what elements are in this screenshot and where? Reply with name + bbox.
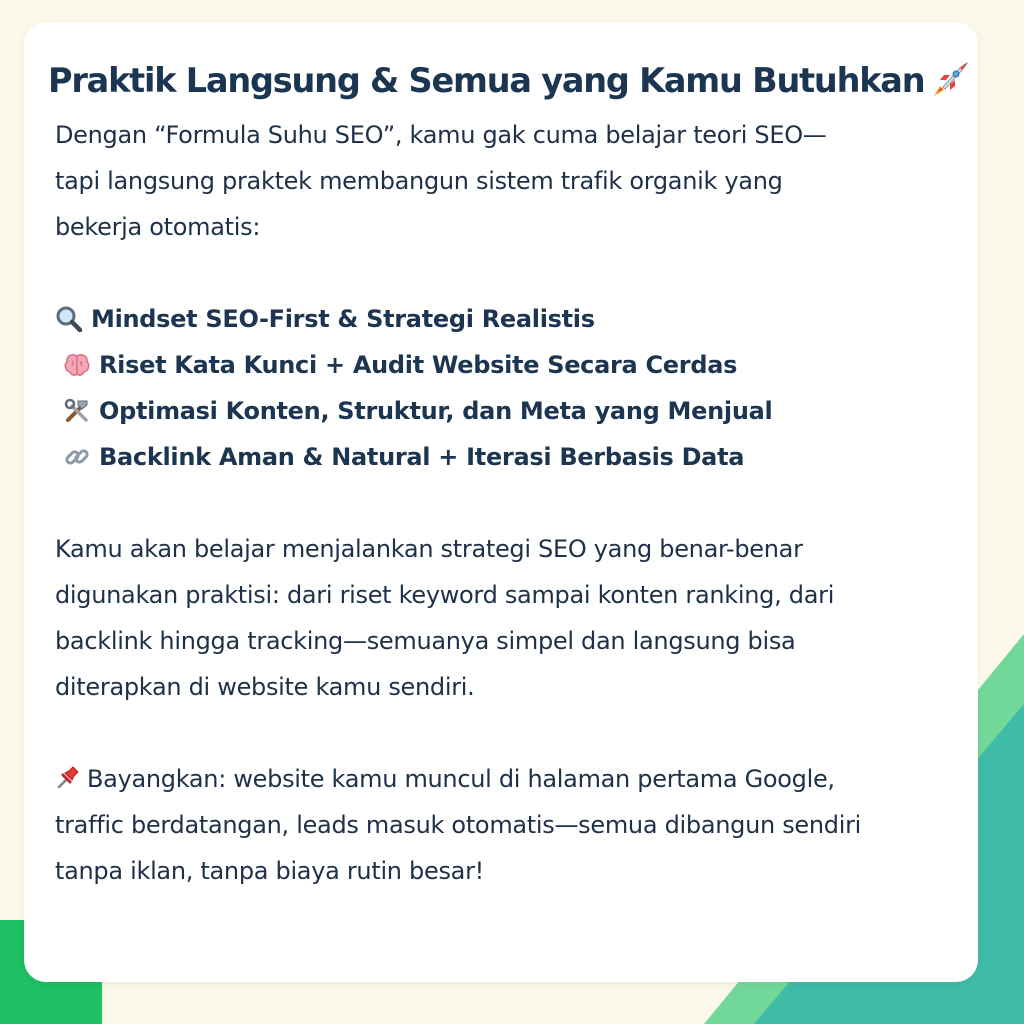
feature-item <box>55 388 965 434</box>
spacer <box>55 480 965 526</box>
intro-line: bekerja otomatis: <box>55 213 261 241</box>
spacer <box>55 710 965 756</box>
imagine-text: Bayangkan: website kamu muncul di halaman pertama Google, <box>87 765 835 793</box>
brain-icon <box>63 351 91 379</box>
page-title: Praktik Langsung & Semua yang Kamu Butuhkan <box>48 60 925 100</box>
feature-label: Mindset SEO-First & Strategi Realistis <box>91 305 595 333</box>
feature-list <box>55 296 965 480</box>
imagine-line: traffic berdatangan, leads masuk otomatis—semua dibangun sendiri <box>55 811 862 839</box>
link-icon <box>63 443 91 471</box>
feature-item <box>55 342 965 388</box>
feature-item <box>55 296 965 342</box>
learn-line: digunakan praktisi: dari riset keyword sampai konten ranking, dari <box>55 581 835 609</box>
imagine-line: tanpa iklan, tanpa biaya rutin besar! <box>55 857 484 885</box>
imagine-paragraph <box>55 756 965 894</box>
feature-item <box>55 434 965 480</box>
spacer <box>55 250 965 296</box>
feature-label: Optimasi Konten, Struktur, dan Meta yang Menjual <box>99 397 773 425</box>
body-content <box>55 112 965 894</box>
tools-icon <box>63 397 91 425</box>
learn-line: backlink hingga tracking—semuanya simpel dan langsung bisa <box>55 627 796 655</box>
learn-paragraph <box>55 526 965 710</box>
magnifier-icon <box>55 305 83 333</box>
intro-line: tapi langsung praktek membangun sistem trafik organik yang <box>55 167 783 195</box>
learn-line: diterapkan di website kamu sendiri. <box>55 673 475 701</box>
title-row <box>48 60 970 100</box>
intro-paragraph <box>55 112 965 250</box>
content-card <box>24 22 978 982</box>
imagine-line <box>55 756 965 802</box>
feature-label: Backlink Aman & Natural + Iterasi Berbasis Data <box>99 443 745 471</box>
learn-line: Kamu akan belajar menjalankan strategi SEO yang benar-benar <box>55 535 803 563</box>
intro-line: Dengan “Formula Suhu SEO”, kamu gak cuma belajar teori SEO— <box>55 121 827 149</box>
rocket-icon <box>930 60 970 100</box>
pushpin-icon <box>55 764 81 790</box>
feature-label: Riset Kata Kunci + Audit Website Secara Cerdas <box>99 351 738 379</box>
